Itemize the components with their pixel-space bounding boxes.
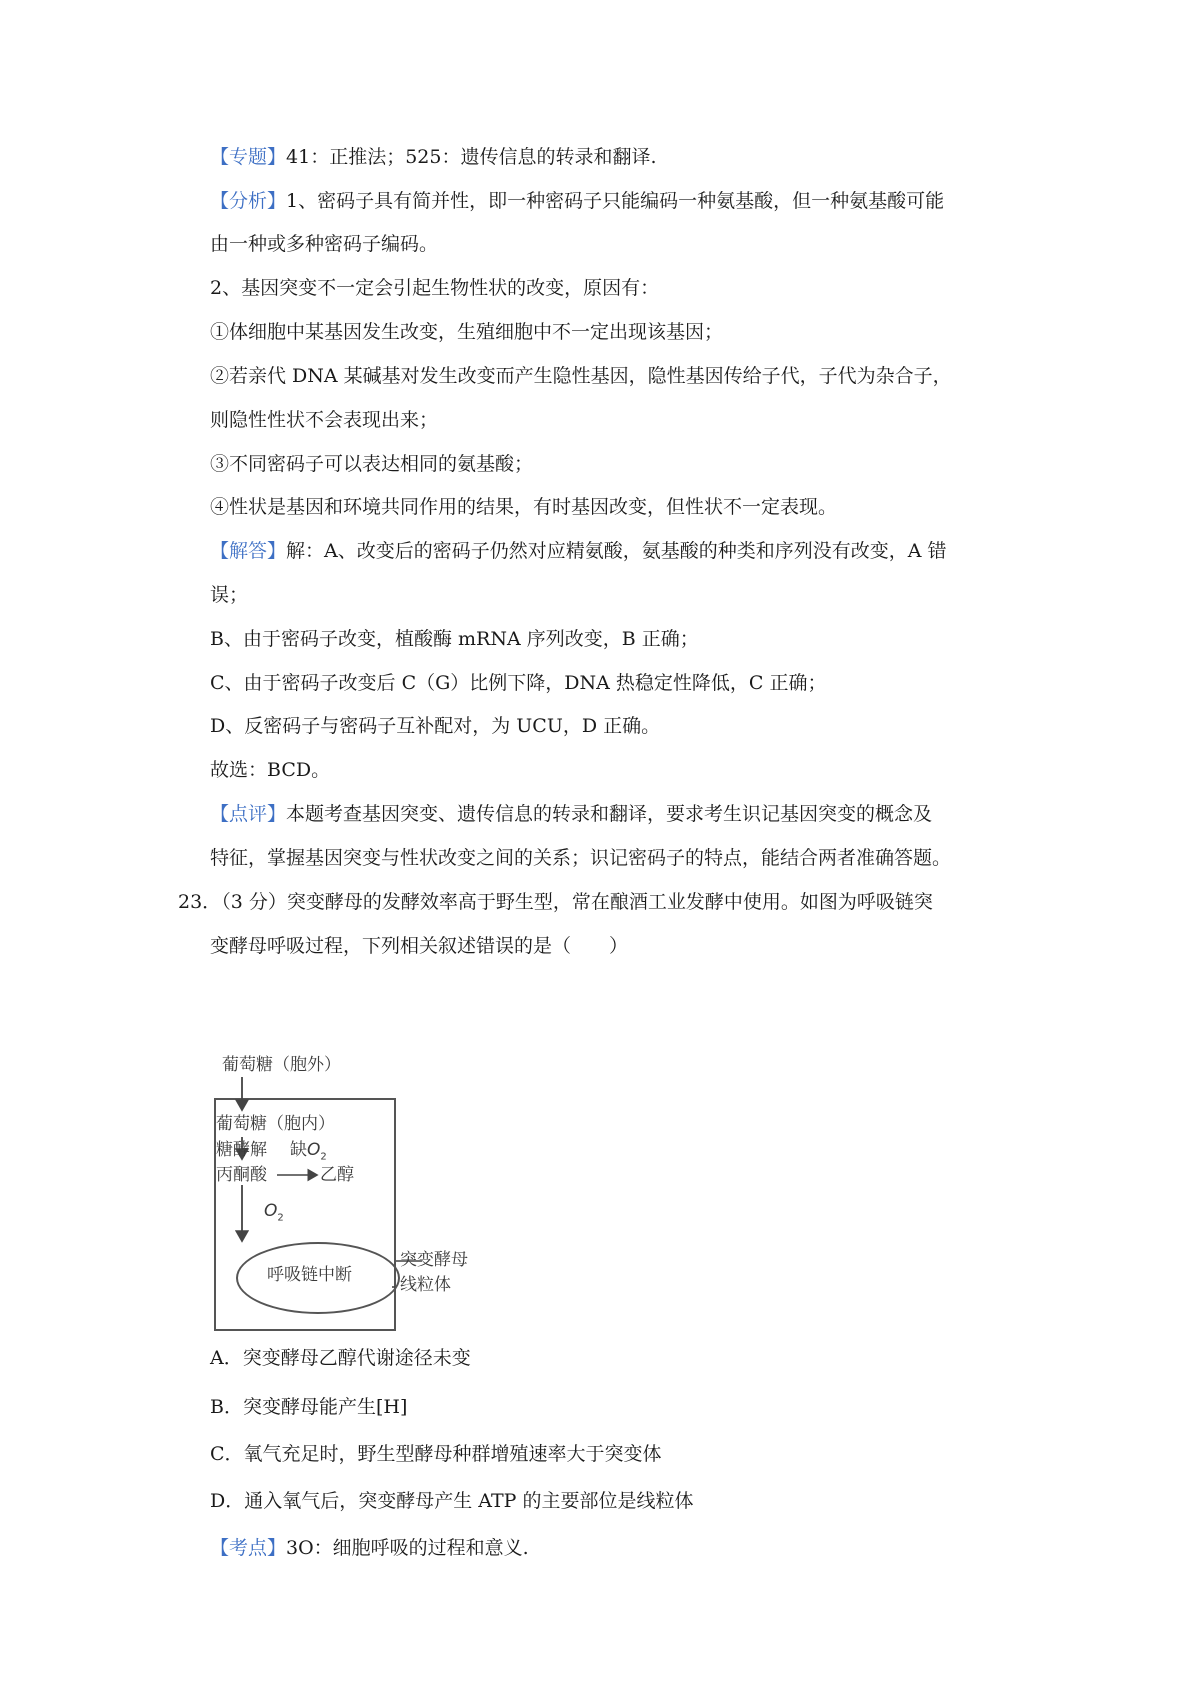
glycolysis-label: 糖酵解 [216, 1140, 267, 1160]
mutant-yeast-label: 突变酵母 [400, 1250, 468, 1270]
topic-line [210, 143, 1030, 171]
pyruvate-label: 丙酮酸 [216, 1165, 267, 1185]
lack-oxygen-prefix: 缺 [290, 1140, 307, 1160]
question-line-2: 变酵母呼吸过程，下列相关叙述错误的是（ ） [210, 935, 629, 957]
answer-tag: 【解答】 [210, 540, 287, 562]
analysis-line-3: 2、基因突变不一定会引起生物性状的改变，原因有： [210, 277, 660, 299]
analysis-text-1: 1、密码子具有简并性，即一种密码子只能编码一种氨基酸，但一种氨基酸可能 [286, 190, 945, 212]
analysis-line-2: 由一种或多种密码子编码。 [210, 233, 439, 255]
topic-text: 41：正推法；525：遗传信息的转录和翻译. [286, 146, 657, 168]
key-point-line [210, 1534, 1030, 1562]
answer-line-6: 故选：BCD。 [210, 759, 331, 781]
oxygen-subscript-2: 2 [277, 1212, 284, 1224]
analysis-line-8: ④性状是基因和环境共同作用的结果，有时基因改变，但性状不一定表现。 [210, 496, 838, 518]
analysis-tag: 【分析】 [210, 190, 287, 212]
oxygen-symbol-1: O [307, 1140, 321, 1160]
key-point-tag: 【考点】 [210, 1537, 287, 1559]
glucose-outside-label: 葡萄糖（胞外） [222, 1055, 341, 1075]
analysis-line-5: ②若亲代 DNA 某碱基对发生改变而产生隐性基因，隐性基因传给子代，子代为杂合子， [210, 365, 952, 387]
review-line-2: 特征，掌握基因突变与性状改变之间的关系；识记密码子的特点，能结合两者准确答题。 [210, 847, 952, 869]
option-d: D．通入氧气后，突变酵母产生 ATP 的主要部位是线粒体 [210, 1490, 694, 1512]
oxygen-label [264, 1201, 284, 1228]
lack-oxygen-label [290, 1140, 327, 1167]
option-a: A．突变酵母乙醇代谢途径未变 [210, 1347, 471, 1369]
analysis-line-7: ③不同密码子可以表达相同的氨基酸； [210, 453, 534, 475]
ethanol-label: 乙醇 [320, 1165, 354, 1185]
key-point-text: 3O：细胞呼吸的过程和意义. [286, 1537, 529, 1559]
answer-line-2: 误； [210, 584, 249, 606]
oxygen-symbol-2: O [264, 1201, 278, 1221]
answer-line-4: C、由于密码子改变后 C（G）比例下降，DNA 热稳定性降低，C 正确； [210, 672, 827, 694]
mitochondrion-label: 线粒体 [400, 1275, 451, 1295]
review-line-1 [210, 800, 1030, 828]
respiratory-chain-label: 呼吸链中断 [267, 1265, 352, 1285]
review-tag: 【点评】 [210, 803, 287, 825]
option-b: B．突变酵母能产生[H] [210, 1396, 408, 1418]
respiration-diagram [214, 1055, 484, 1335]
glucose-inside-label: 葡萄糖（胞内） [216, 1114, 335, 1134]
analysis-line-1 [210, 187, 1030, 215]
answer-text-1: 解：A、改变后的密码子仍然对应精氨酸，氨基酸的种类和序列没有改变，A 错 [286, 540, 947, 562]
question-number: 23． [178, 891, 222, 913]
analysis-line-6: 则隐性性状不会表现出来； [210, 409, 439, 431]
review-text-1: 本题考查基因突变、遗传信息的转录和翻译，要求考生识记基因突变的概念及 [286, 803, 933, 825]
option-c: C．氧气充足时，野生型酵母种群增殖速率大于突变体 [210, 1443, 662, 1465]
question-line-1 [178, 888, 1038, 916]
topic-tag: 【专题】 [210, 146, 287, 168]
analysis-line-4: ①体细胞中某基因发生改变，生殖细胞中不一定出现该基因； [210, 321, 724, 343]
answer-line-1 [210, 537, 1030, 565]
oxygen-subscript-1: 2 [320, 1151, 327, 1163]
question-text-1: （3 分）突变酵母的发酵效率高于野生型，常在酿酒工业发酵中使用。如图为呼吸链突 [221, 891, 933, 913]
answer-line-5: D、反密码子与密码子互补配对，为 UCU，D 正确。 [210, 715, 661, 737]
answer-line-3: B、由于密码子改变，植酸酶 mRNA 序列改变，B 正确； [210, 628, 699, 650]
